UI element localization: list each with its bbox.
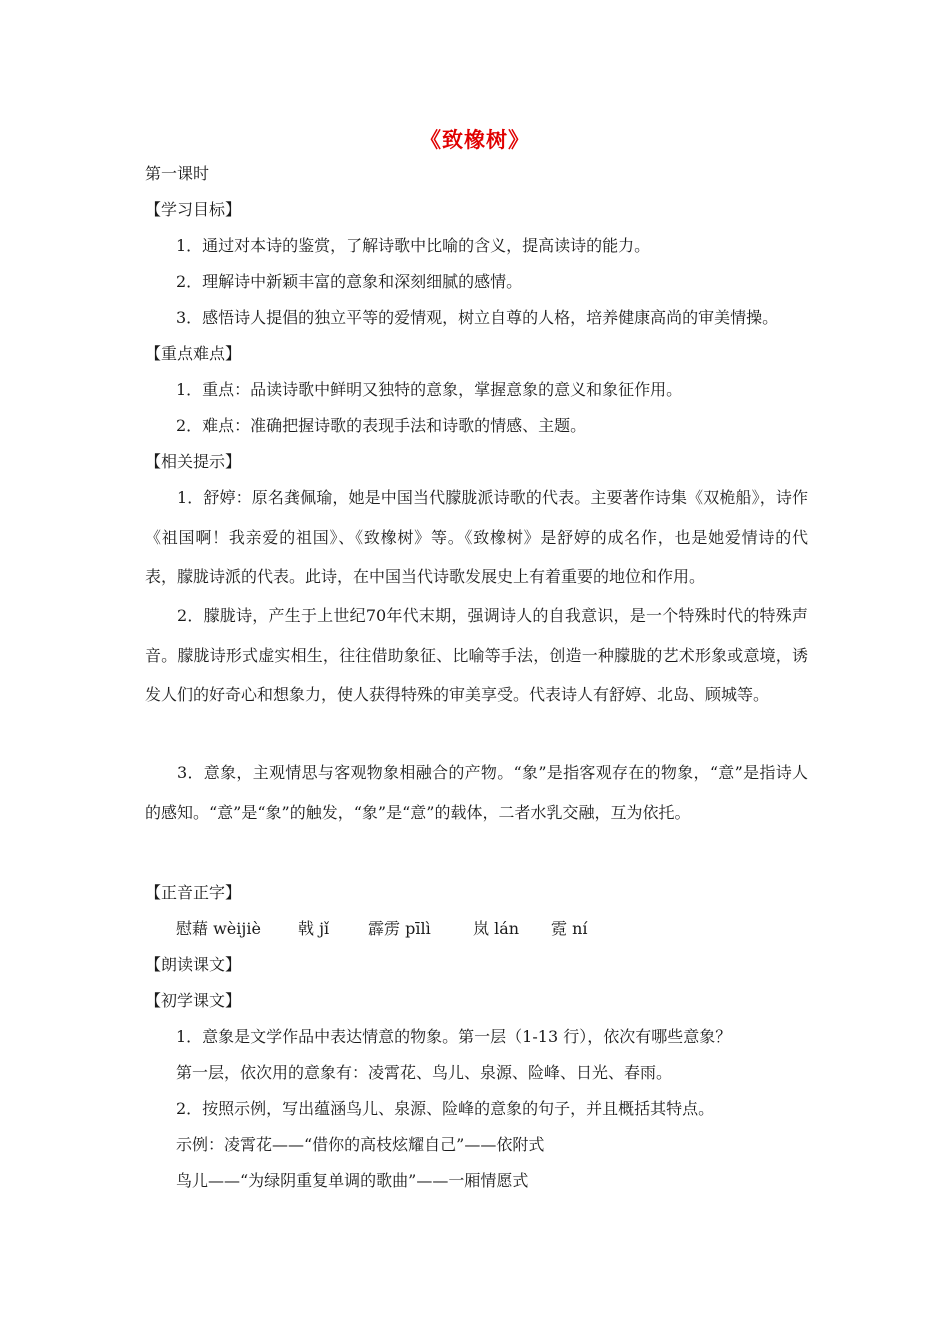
study-line: 鸟儿——“为绿阴重复单调的歌曲”——一厢情愿式 <box>176 1171 529 1190</box>
section-heading-first-study: 【初学课文】 <box>145 991 242 1010</box>
pronunciation-word: 霓 ní <box>551 919 588 938</box>
pronunciation-word: 慰藉 wèijiè <box>176 919 261 938</box>
hint-paragraph <box>145 753 808 832</box>
goal-item: 3．感悟诗人提倡的独立平等的爱情观，树立自尊的人格，培养健康高尚的审美情操。 <box>176 308 779 327</box>
section-heading-pronunciation: 【正音正字】 <box>145 883 242 902</box>
goal-item: 2．理解诗中新颖丰富的意象和深刻细腻的感情。 <box>176 272 523 291</box>
study-line: 1．意象是文学作品中表达情意的物象。第一层（1-13 行），依次有哪些意象？ <box>176 1027 732 1046</box>
pronunciation-word: 戟 jǐ <box>298 919 330 938</box>
hint-paragraph-text: 3．意象，主观情思与客观物象相融合的产物。“象”是指客观存在的物象，“意”是指诗人的感知。“意”是“象”的触发，“象”是“意”的载体，二者水乳交融，互为依托。 <box>145 763 808 822</box>
hint-paragraph <box>145 478 808 597</box>
section-heading-key-points: 【重点难点】 <box>145 344 242 363</box>
study-line: 第一层，依次用的意象有：凌霄花、鸟儿、泉源、险峰、日光、春雨。 <box>176 1063 673 1082</box>
hint-paragraph <box>145 596 808 715</box>
goal-item: 1．通过对本诗的鉴赏，了解诗歌中比喻的含义，提高读诗的能力。 <box>176 236 651 255</box>
study-line: 2．按照示例，写出蕴涵鸟儿、泉源、险峰的意象的句子，并且概括其特点。 <box>176 1099 715 1118</box>
key-point-item: 1．重点：品读诗歌中鲜明又独特的意象，掌握意象的意义和象征作用。 <box>176 380 683 399</box>
study-line: 示例：凌霄花——“借你的高枝炫耀自己”——依附式 <box>176 1135 545 1154</box>
section-heading-reading: 【朗读课文】 <box>145 955 242 974</box>
pronunciation-word: 霹雳 pīlì <box>368 919 431 938</box>
key-point-item: 2．难点：准确把握诗歌的表现手法和诗歌的情感、主题。 <box>176 416 587 435</box>
document-title: 《致橡树》 <box>420 127 530 152</box>
hint-paragraph-text: 1．舒婷：原名龚佩瑜，她是中国当代朦胧派诗歌的代表。主要著作诗集《双桅船》，诗作《祖国啊！我亲爱的祖国》、《致橡树》等。《致橡树》是舒婷的成名作，也是她爱情诗的代表，朦胧诗派的代表。此诗，在中国当代诗歌发展史上有着重要的地位和作用。 <box>145 488 808 586</box>
pronunciation-word: 岚 lán <box>473 919 520 938</box>
hint-paragraph-text: 2．朦胧诗，产生于上世纪70年代末期，强调诗人的自我意识，是一个特殊时代的特殊声音。朦胧诗形式虚实相生，往往借助象征、比喻等手法，创造一种朦胧的艺术形象或意境，诱发人们的好奇心和想象力，使人获得特殊的审美享受。代表诗人有舒婷、北岛、顾城等。 <box>145 606 808 704</box>
section-heading-hints: 【相关提示】 <box>145 452 242 471</box>
lesson-label: 第一课时 <box>145 164 210 183</box>
section-heading-goals: 【学习目标】 <box>145 200 242 219</box>
